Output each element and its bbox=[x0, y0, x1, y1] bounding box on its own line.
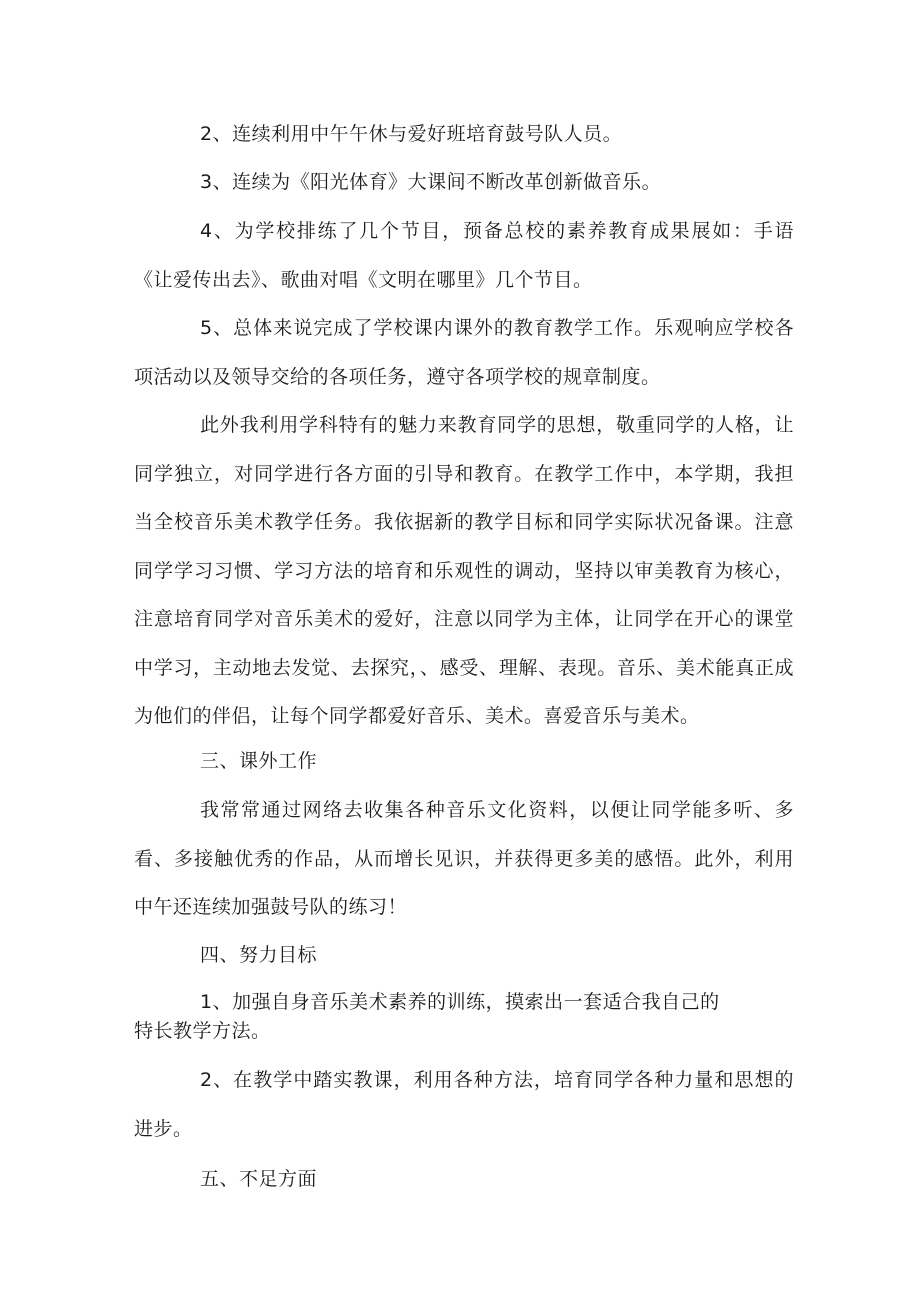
section-heading-goals: 四、努力目标 bbox=[200, 944, 318, 966]
section-heading-extracurricular: 三、课外工作 bbox=[200, 750, 318, 772]
paragraph-item-4: 4、为学校排练了几个节目，预备总校的素养教育成果展如：手语《让爱传出去》、歌曲对唱《文明在哪里》几个节目。 bbox=[134, 220, 794, 291]
paragraph-item-3: 3、连续为《阳光体育》大课间不断改革创新做音乐。 bbox=[200, 171, 662, 193]
paragraph-item-5: 5、总体来说完成了学校课内课外的教育教学工作。乐观响应学校各项活动以及领导交给的各项任务，遵守各项学校的规章制度。 bbox=[134, 317, 794, 388]
paragraph-item-2: 2、连续利用中午午休与爱好班培育鼓号队人员。 bbox=[200, 123, 623, 145]
goal-item-1-line-1: 1、加强自身音乐美术素养的训练，摸索出一套适合我自己的 bbox=[200, 991, 720, 1013]
section-heading-shortcomings: 五、不足方面 bbox=[200, 1168, 318, 1190]
goal-item-1-line-2: 特长教学方法。 bbox=[134, 1020, 271, 1042]
paragraph-extracurricular: 我常常通过网络去收集各种音乐文化资料，以便让同学能多听、多看、多接触优秀的作品，从而增长见识，并获得更多美的感悟。此外，利用中午还连续加强鼓号队的练习！ bbox=[134, 799, 794, 918]
paragraph-teaching-summary: 此外我利用学科特有的魅力来教育同学的思想，敬重同学的人格，让同学独立，对同学进行各方面的引导和教育。在教学工作中，本学期，我担当全校音乐美术教学任务。我依据新的教学目标和同学实际状况备课。注意同学学习习惯、学习方法的培育和乐观性的调动，坚持以审美教育为核心，注意培育同学对音乐美术的爱好，注意以同学为主体，让同学在开心的课堂中学习，主动地去发觉、去探究，、感受、理解、表现。音乐、美术能真正成为他们的伴侣，让每个同学都爱好音乐、美术。喜爱音乐与美术。 bbox=[134, 414, 794, 727]
goal-item-2: 2、在教学中踏实教课，利用各种方法，培育同学各种力量和思想的进步。 bbox=[134, 1069, 794, 1140]
